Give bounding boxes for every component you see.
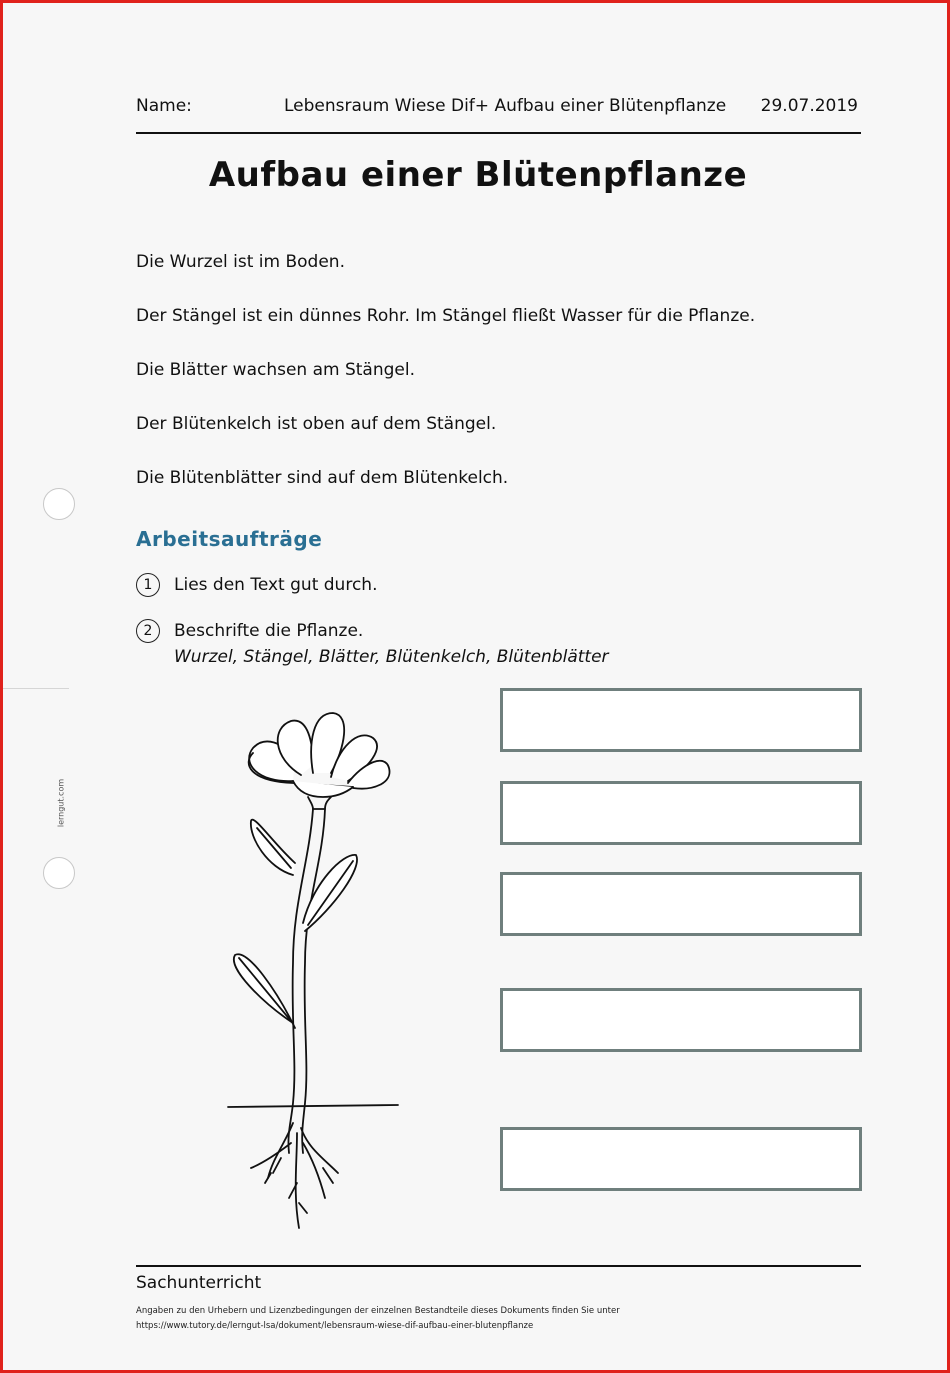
paragraph: Die Wurzel ist im Boden. [136,252,345,272]
footer-subject: Sachunterricht [136,1273,262,1293]
paragraph: Der Stängel ist ein dünnes Rohr. Im Stängel fließt Wasser für die Pflanze. [136,306,756,326]
punch-hole-icon [43,857,75,889]
label-answer-box[interactable] [500,1127,862,1191]
name-label: Name: [136,96,192,116]
task-text: Lies den Text gut durch. [174,575,378,595]
side-watermark: lerngut.com [56,778,66,828]
paragraph: Die Blätter wachsen am Stängel. [136,360,416,380]
task-number-badge: 2 [136,619,160,643]
label-answer-box[interactable] [500,781,862,845]
task-text: Beschrifte die Pflanze. [174,621,364,641]
document-title: Lebensraum Wiese Dif+ Aufbau einer Blütenpflanze [284,96,727,116]
tasks-heading: Arbeitsaufträge [136,527,323,551]
label-answer-box[interactable] [500,872,862,936]
paragraph: Die Blütenblätter sind auf dem Blütenkelch. [136,468,509,488]
flower-plant-icon [213,703,413,1233]
page-title: Aufbau einer Blütenpflanze [208,155,748,195]
footer-attribution: Angaben zu den Urhebern und Lizenzbedingungen der einzelnen Bestandteile dieses Dokuments finden Sie unter [136,1306,620,1316]
header-divider [136,132,861,134]
label-answer-box[interactable] [500,988,862,1052]
label-answer-box[interactable] [500,688,862,752]
document-date: 29.07.2019 [760,96,858,116]
footer-divider [136,1265,861,1267]
word-bank: Wurzel, Stängel, Blätter, Blütenkelch, Blütenblätter [174,647,609,667]
punch-hole-icon [43,488,75,520]
paragraph: Der Blütenkelch ist oben auf dem Stängel. [136,414,497,434]
footer-url: https://www.tutory.de/lerngut-lsa/dokument/lebensraum-wiese-dif-aufbau-einer-blutenpflanze [136,1321,534,1331]
task-number-badge: 1 [136,573,160,597]
fold-mark [3,688,69,689]
